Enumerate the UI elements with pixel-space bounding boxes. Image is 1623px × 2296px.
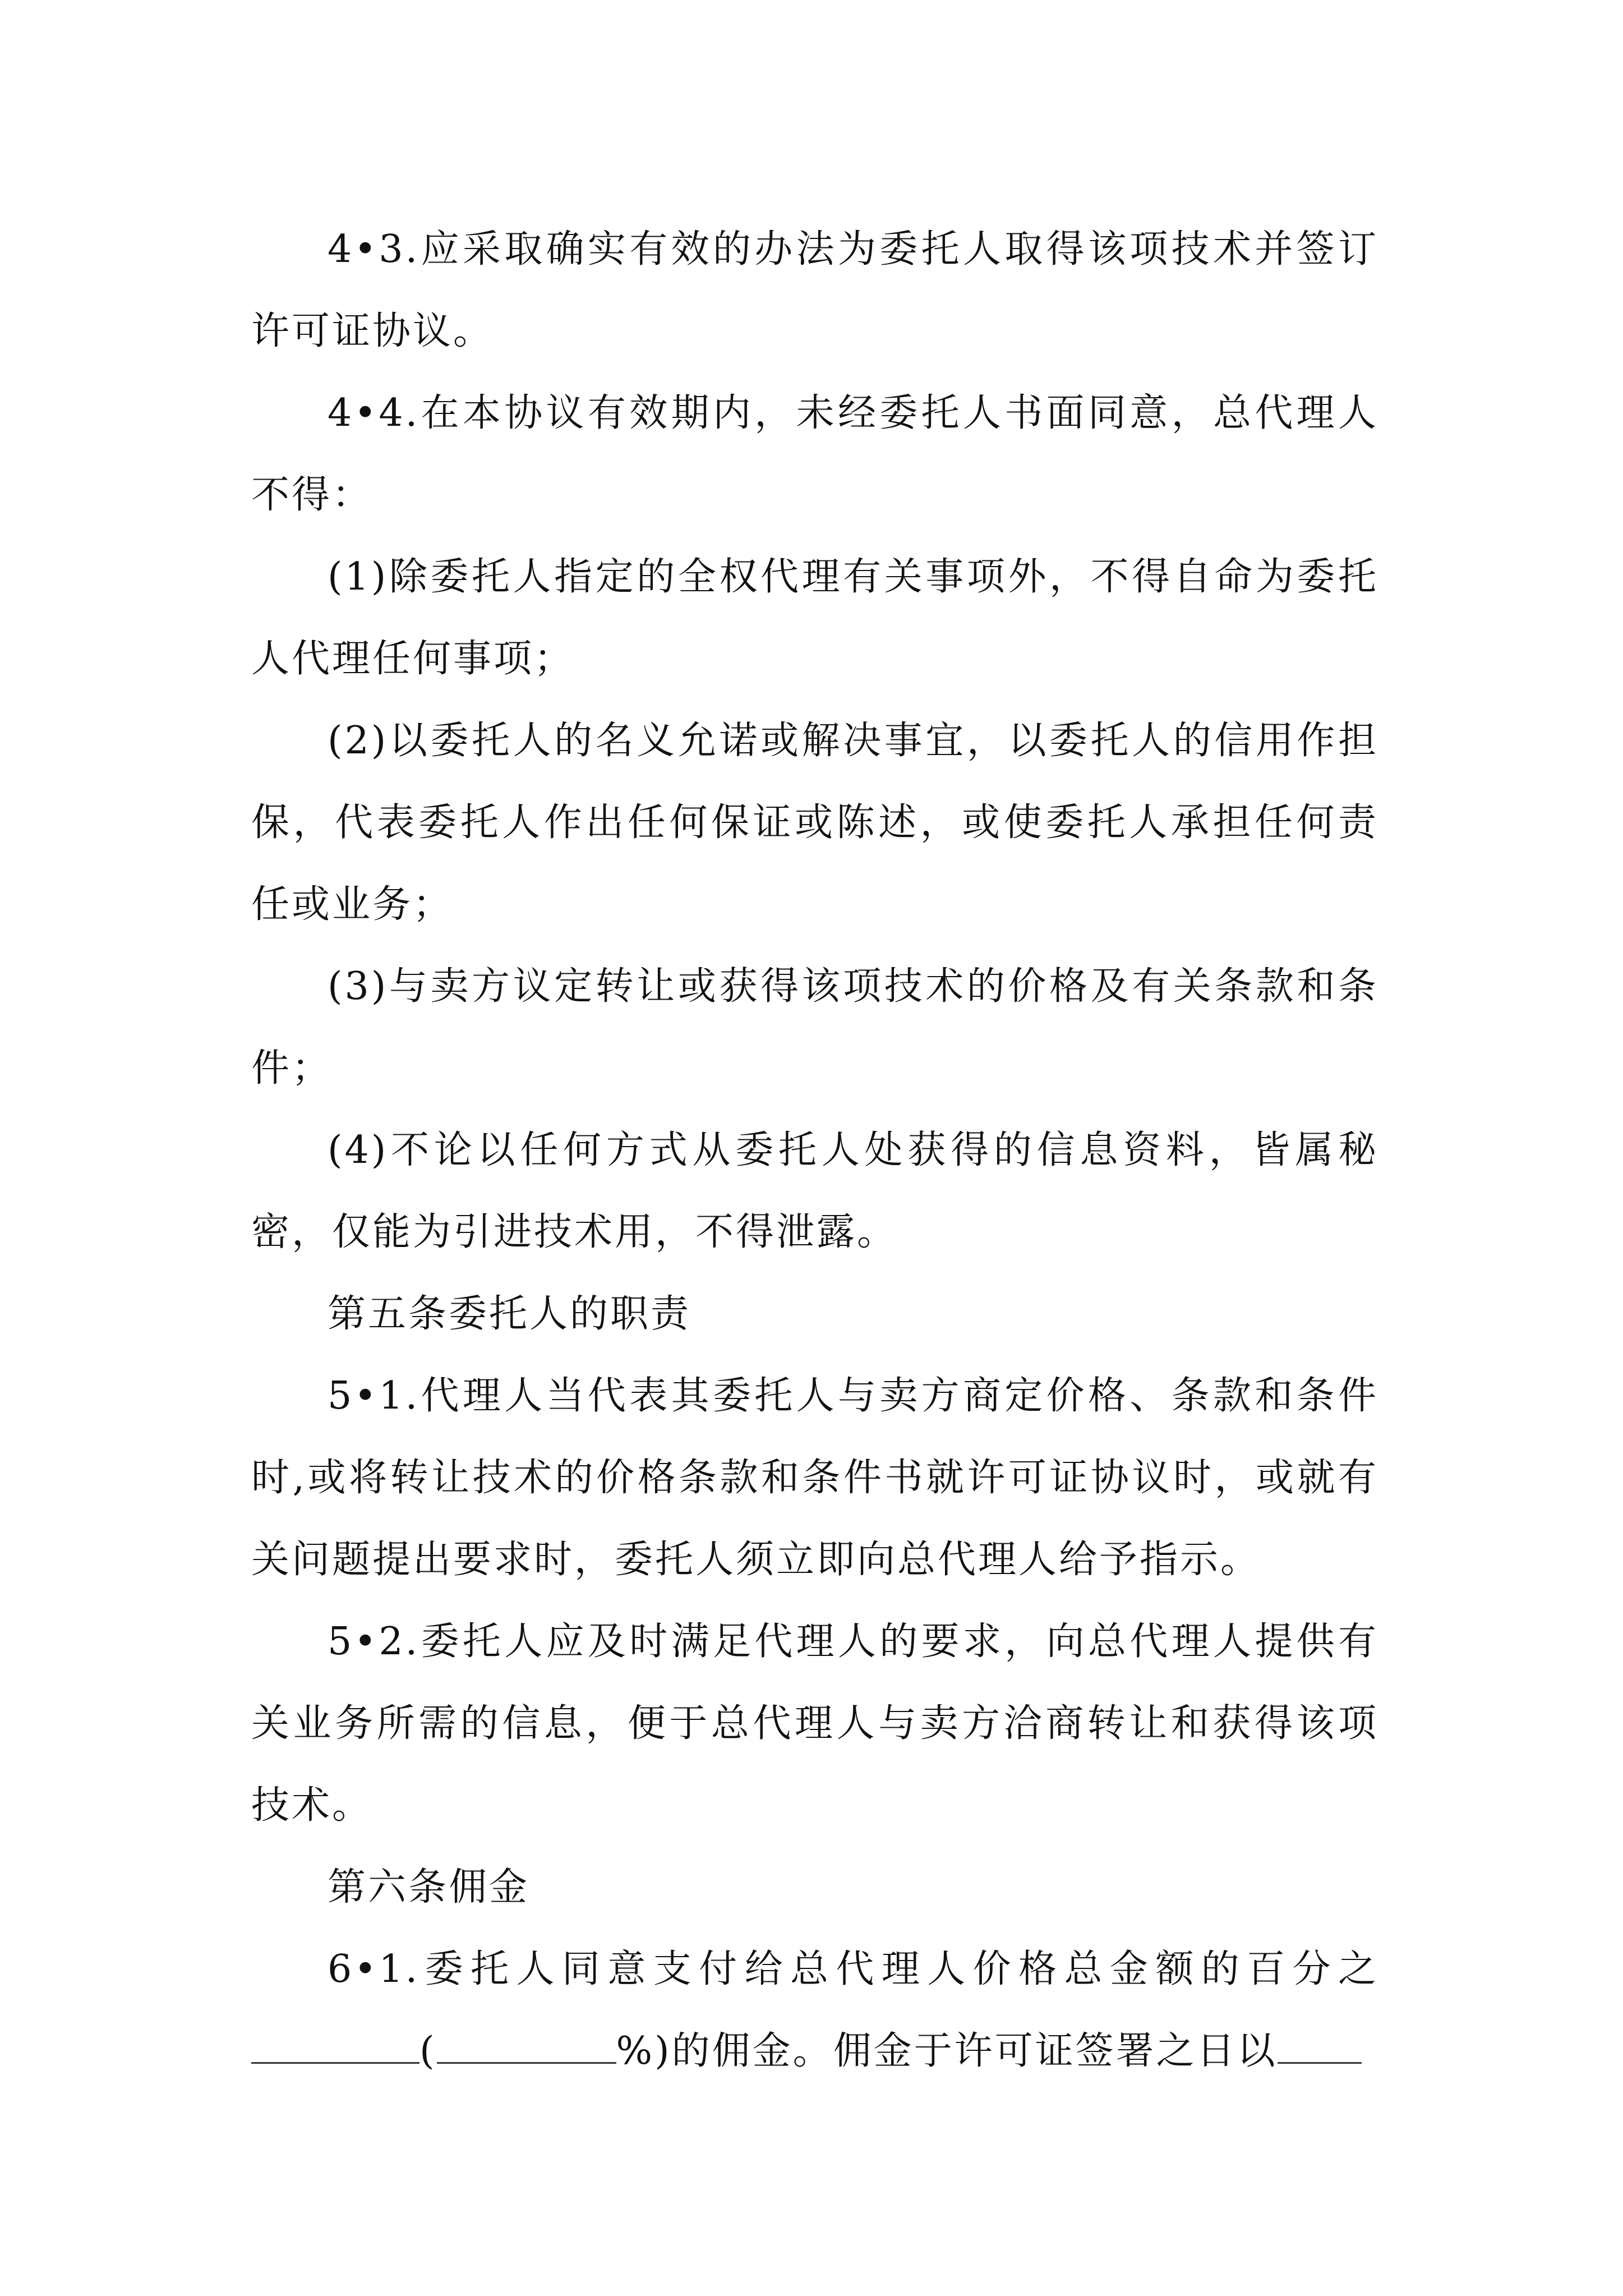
paragraph-6-1-text-b: ( (419, 2029, 437, 2073)
blank-line-percent (437, 2028, 616, 2064)
paragraph-4-4: 4•4.在本协议有效期内，未经委托人书面同意，总代理人不得： (251, 391, 1378, 517)
section-heading-article-5: 第五条委托人的职责 (328, 1292, 691, 1336)
paragraph-6-1-text-a: 6•1.委托人同意支付给总代理人价格总金额的百分之 (328, 1947, 1378, 1991)
paragraph-6-1 (251, 1929, 1378, 2092)
paragraph-5-1: 5•1.代理人当代表其委托人与卖方商定价格、条款和条件时,或将转让技术的价格条款和条件书就许可证协议时，或就有关问题提出要求时，委托人须立即向总代理人给予指示。 (251, 1374, 1378, 1582)
blank-line-amount (251, 2028, 419, 2064)
section-heading-article-6: 第六条佣金 (328, 1865, 530, 1910)
paragraph-item-1: (1)除委托人指定的全权代理有关事项外，不得自命为委托人代理任何事项； (251, 555, 1378, 681)
paragraph-4-3: 4•3.应采取确实有效的办法为委托人取得该项技术并签订许可证协议。 (251, 227, 1378, 353)
paragraph-item-3: (3)与卖方议定转让或获得该项技术的价格及有关条款和条件； (251, 964, 1378, 1091)
paragraph-item-4: (4)不论以任何方式从委托人处获得的信息资料，皆属秘密，仅能为引进技术用，不得泄露。 (251, 1128, 1378, 1254)
paragraph-5-2: 5•2.委托人应及时满足代理人的要求，向总代理人提供有关业务所需的信息，便于总代理人与卖方洽商转让和获得该项技术。 (251, 1619, 1378, 1828)
paragraph-6-1-text-c: %)的佣金。佣金于许可证签署之日以 (616, 2029, 1278, 2073)
document-body (251, 209, 1378, 2092)
paragraph-item-2: (2)以委托人的名义允诺或解决事宜，以委托人的信用作担保，代表委托人作出任何保证或陈述，或使委托人承担任何责任或业务； (251, 719, 1378, 927)
blank-line-date (1278, 2028, 1362, 2064)
